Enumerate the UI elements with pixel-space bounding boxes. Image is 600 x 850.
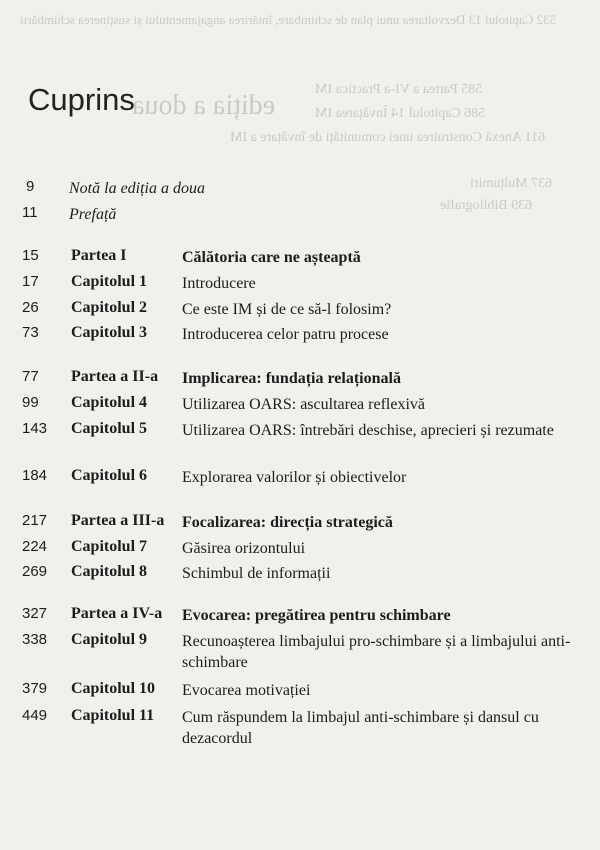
entry-label: Capitolul 2 bbox=[71, 299, 148, 316]
entry-title: Introducere bbox=[182, 275, 256, 292]
page-number: 26 bbox=[22, 299, 39, 316]
page-number: 217 bbox=[22, 512, 48, 529]
entry-label: Capitolul 4 bbox=[71, 394, 148, 411]
bleed-line: 532 Capitolul 13 Dezvoltarea unui plan de schimbare, întărirea angajamentului și susținerea schimbării bbox=[20, 12, 557, 27]
bleed-line: ediția a doua bbox=[132, 90, 276, 121]
page-number: 379 bbox=[22, 680, 48, 697]
page-number: 77 bbox=[22, 368, 39, 385]
entry-title: Introducerea celor patru procese bbox=[182, 326, 389, 343]
page-number: 327 bbox=[22, 605, 48, 622]
page-number: 73 bbox=[22, 324, 39, 341]
page-number: 17 bbox=[22, 273, 39, 290]
entry-label: Capitolul 7 bbox=[71, 538, 148, 555]
entry-title: Găsirea orizontului bbox=[182, 540, 306, 557]
entry-label: Capitolul 6 bbox=[71, 467, 148, 484]
page-number: 184 bbox=[22, 467, 48, 484]
entry-label: Capitolul 1 bbox=[71, 273, 148, 290]
bleed-line: 585 Partea a VI-a Practica IM bbox=[315, 82, 483, 97]
page-number: 11 bbox=[22, 204, 38, 221]
entry-label: Capitolul 11 bbox=[71, 707, 155, 724]
page-number: 9 bbox=[26, 178, 35, 195]
entry-label: Capitolul 3 bbox=[71, 324, 148, 341]
bleed-line: 586 Capitolul 14 Învățarea IM bbox=[315, 106, 486, 121]
page-number: 15 bbox=[22, 247, 39, 264]
bleed-line: 637 Mulțumiri bbox=[470, 176, 553, 191]
entry-label: Partea a III-a bbox=[71, 512, 165, 529]
entry-title: Prefață bbox=[69, 206, 117, 223]
entry-label: Capitolul 8 bbox=[71, 563, 148, 580]
entry-label: Partea a II-a bbox=[71, 368, 159, 385]
page-number: 338 bbox=[22, 631, 48, 648]
page-number: 99 bbox=[22, 394, 39, 411]
page-title: Cuprins bbox=[28, 82, 135, 117]
entry-label: Capitolul 10 bbox=[71, 680, 156, 697]
bleed-line: 611 Anexă Construirea unei comunități de învățare a IM bbox=[230, 130, 546, 145]
entry-title: Schimbul de informații bbox=[182, 565, 331, 582]
entry-title: Evocarea motivației bbox=[182, 682, 311, 699]
bleed-line: 639 Bibliografie bbox=[440, 198, 533, 213]
page-number: 269 bbox=[22, 563, 48, 580]
entry-title: Recunoașterea limbajului pro-schimbare și a limbajului anti-schimbare bbox=[182, 633, 571, 671]
entry-title: Explorarea valorilor și obiectivelor bbox=[182, 469, 407, 486]
entry-title: Ce este IM și de ce să-l folosim? bbox=[182, 301, 392, 318]
entry-title: Evocarea: pregătirea pentru schimbare bbox=[182, 607, 451, 624]
entry-label: Capitolul 5 bbox=[71, 420, 148, 437]
page-number: 224 bbox=[22, 538, 48, 555]
entry-label: Partea I bbox=[71, 247, 127, 264]
page-number: 449 bbox=[22, 707, 48, 724]
entry-title: Utilizarea OARS: întrebări deschise, aprecieri și rezumate bbox=[182, 422, 554, 439]
entry-title: Călătoria care ne așteaptă bbox=[182, 249, 361, 266]
entry-title: Focalizarea: direcția strategică bbox=[182, 514, 393, 531]
entry-title: Implicarea: fundația relațională bbox=[182, 370, 401, 387]
entry-title: Utilizarea OARS: ascultarea reflexivă bbox=[182, 396, 425, 413]
entry-title: Cum răspundem la limbajul anti-schimbare și dansul cu dezacordul bbox=[182, 709, 539, 747]
entry-label: Capitolul 9 bbox=[71, 631, 148, 648]
page-number: 143 bbox=[22, 420, 48, 437]
entry-label: Partea a IV-a bbox=[71, 605, 163, 622]
entry-title: Notă la ediția a doua bbox=[69, 180, 205, 197]
